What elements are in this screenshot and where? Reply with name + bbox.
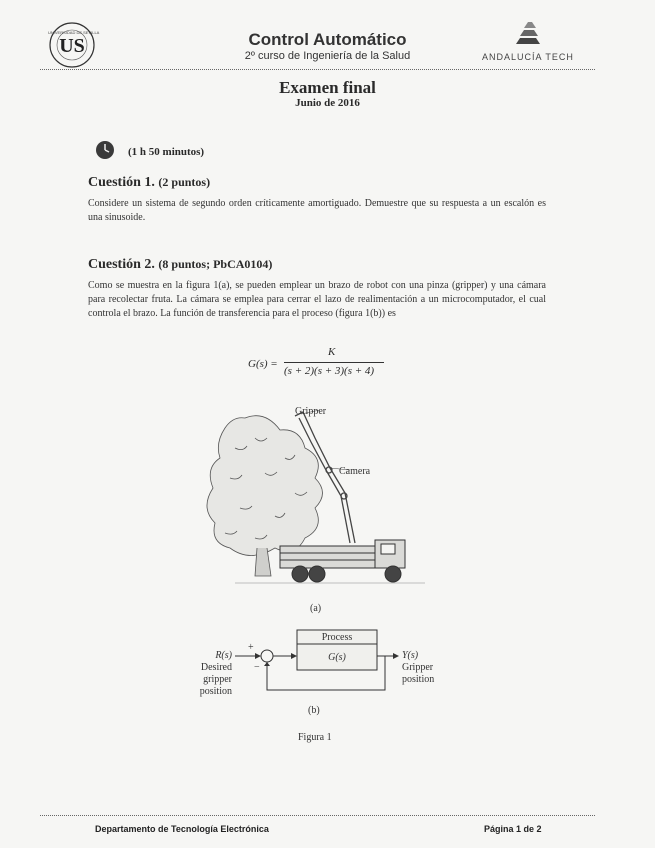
question-1-title xyxy=(88,175,210,191)
footer-department: Departamento de Tecnología Electrónica xyxy=(95,824,269,834)
footer-divider xyxy=(40,815,595,816)
question-2-text: Como se muestra en la figura 1(a), se pueden emplear un brazo de robot con una pinza (gripper) y una cámara para recolectar fruta. La cámara se emplea para cerrar el lazo de realimentación a un microcomputador, el cual controla el brazo. La función de transferencia para el proceso (figura 1(b)) es xyxy=(88,280,546,319)
truck xyxy=(280,540,405,582)
question-2-title xyxy=(88,257,272,273)
figure-1a-illustration xyxy=(195,398,435,598)
input-desc-2: gripper xyxy=(203,674,232,685)
formula-lhs: G(s) = xyxy=(248,358,278,370)
input-desc-3: position xyxy=(199,686,232,697)
course-title: Control Automático xyxy=(248,30,407,49)
formula-numerator: K xyxy=(328,346,336,358)
question-2-label: Cuestión 2. xyxy=(88,257,155,272)
block-transfer-function: G(s) xyxy=(328,652,346,663)
clock-icon xyxy=(95,140,115,160)
label-camera: Camera xyxy=(339,466,371,477)
andalucia-tech-logo xyxy=(510,18,546,50)
question-1-points: (2 puntos) xyxy=(158,175,211,189)
exam-date: Junio de 2016 xyxy=(295,97,360,109)
summing-junction xyxy=(261,650,273,662)
output-desc-1: Gripper xyxy=(402,662,434,673)
header-divider xyxy=(40,69,595,70)
caption-a: (a) xyxy=(310,603,322,614)
brand-text: ANDALUCÍA TECH xyxy=(482,52,574,62)
formula-denominator: (s + 2)(s + 3)(s + 4) xyxy=(284,365,375,377)
plus-sign: + xyxy=(248,642,254,653)
input-desc-1: Desired xyxy=(200,662,232,673)
input-symbol: R(s) xyxy=(215,650,232,661)
block-title: Process xyxy=(321,632,353,643)
label-gripper: Gripper xyxy=(295,406,327,417)
svg-text:US: US xyxy=(59,35,85,57)
formula-fraction-bar xyxy=(284,362,384,363)
exam-title: Examen final xyxy=(279,78,376,97)
minus-sign: − xyxy=(254,662,260,673)
output-desc-2: position xyxy=(402,674,435,685)
exam-duration: (1 h 50 minutos) xyxy=(128,146,205,158)
footer-page-number: Página 1 de 2 xyxy=(484,824,542,834)
question-2-points: (8 puntos; PbCA0104) xyxy=(158,257,273,271)
question-1-label: Cuestión 1. xyxy=(88,175,155,190)
figure-caption: Figura 1 xyxy=(298,732,332,743)
caption-b: (b) xyxy=(308,705,320,716)
output-label xyxy=(402,650,434,686)
input-label xyxy=(196,650,232,698)
output-symbol: Y(s) xyxy=(402,650,419,661)
question-1-text: Considere un sistema de segundo orden críticamente amortiguado. Demuestre que su respuesta a un escalón es una sinusoide. xyxy=(88,198,546,223)
course-subtitle: 2º curso de Ingeniería de la Salud xyxy=(244,50,411,62)
seal-text: UNIVERSIDAD DE SEVILLA xyxy=(48,30,100,35)
